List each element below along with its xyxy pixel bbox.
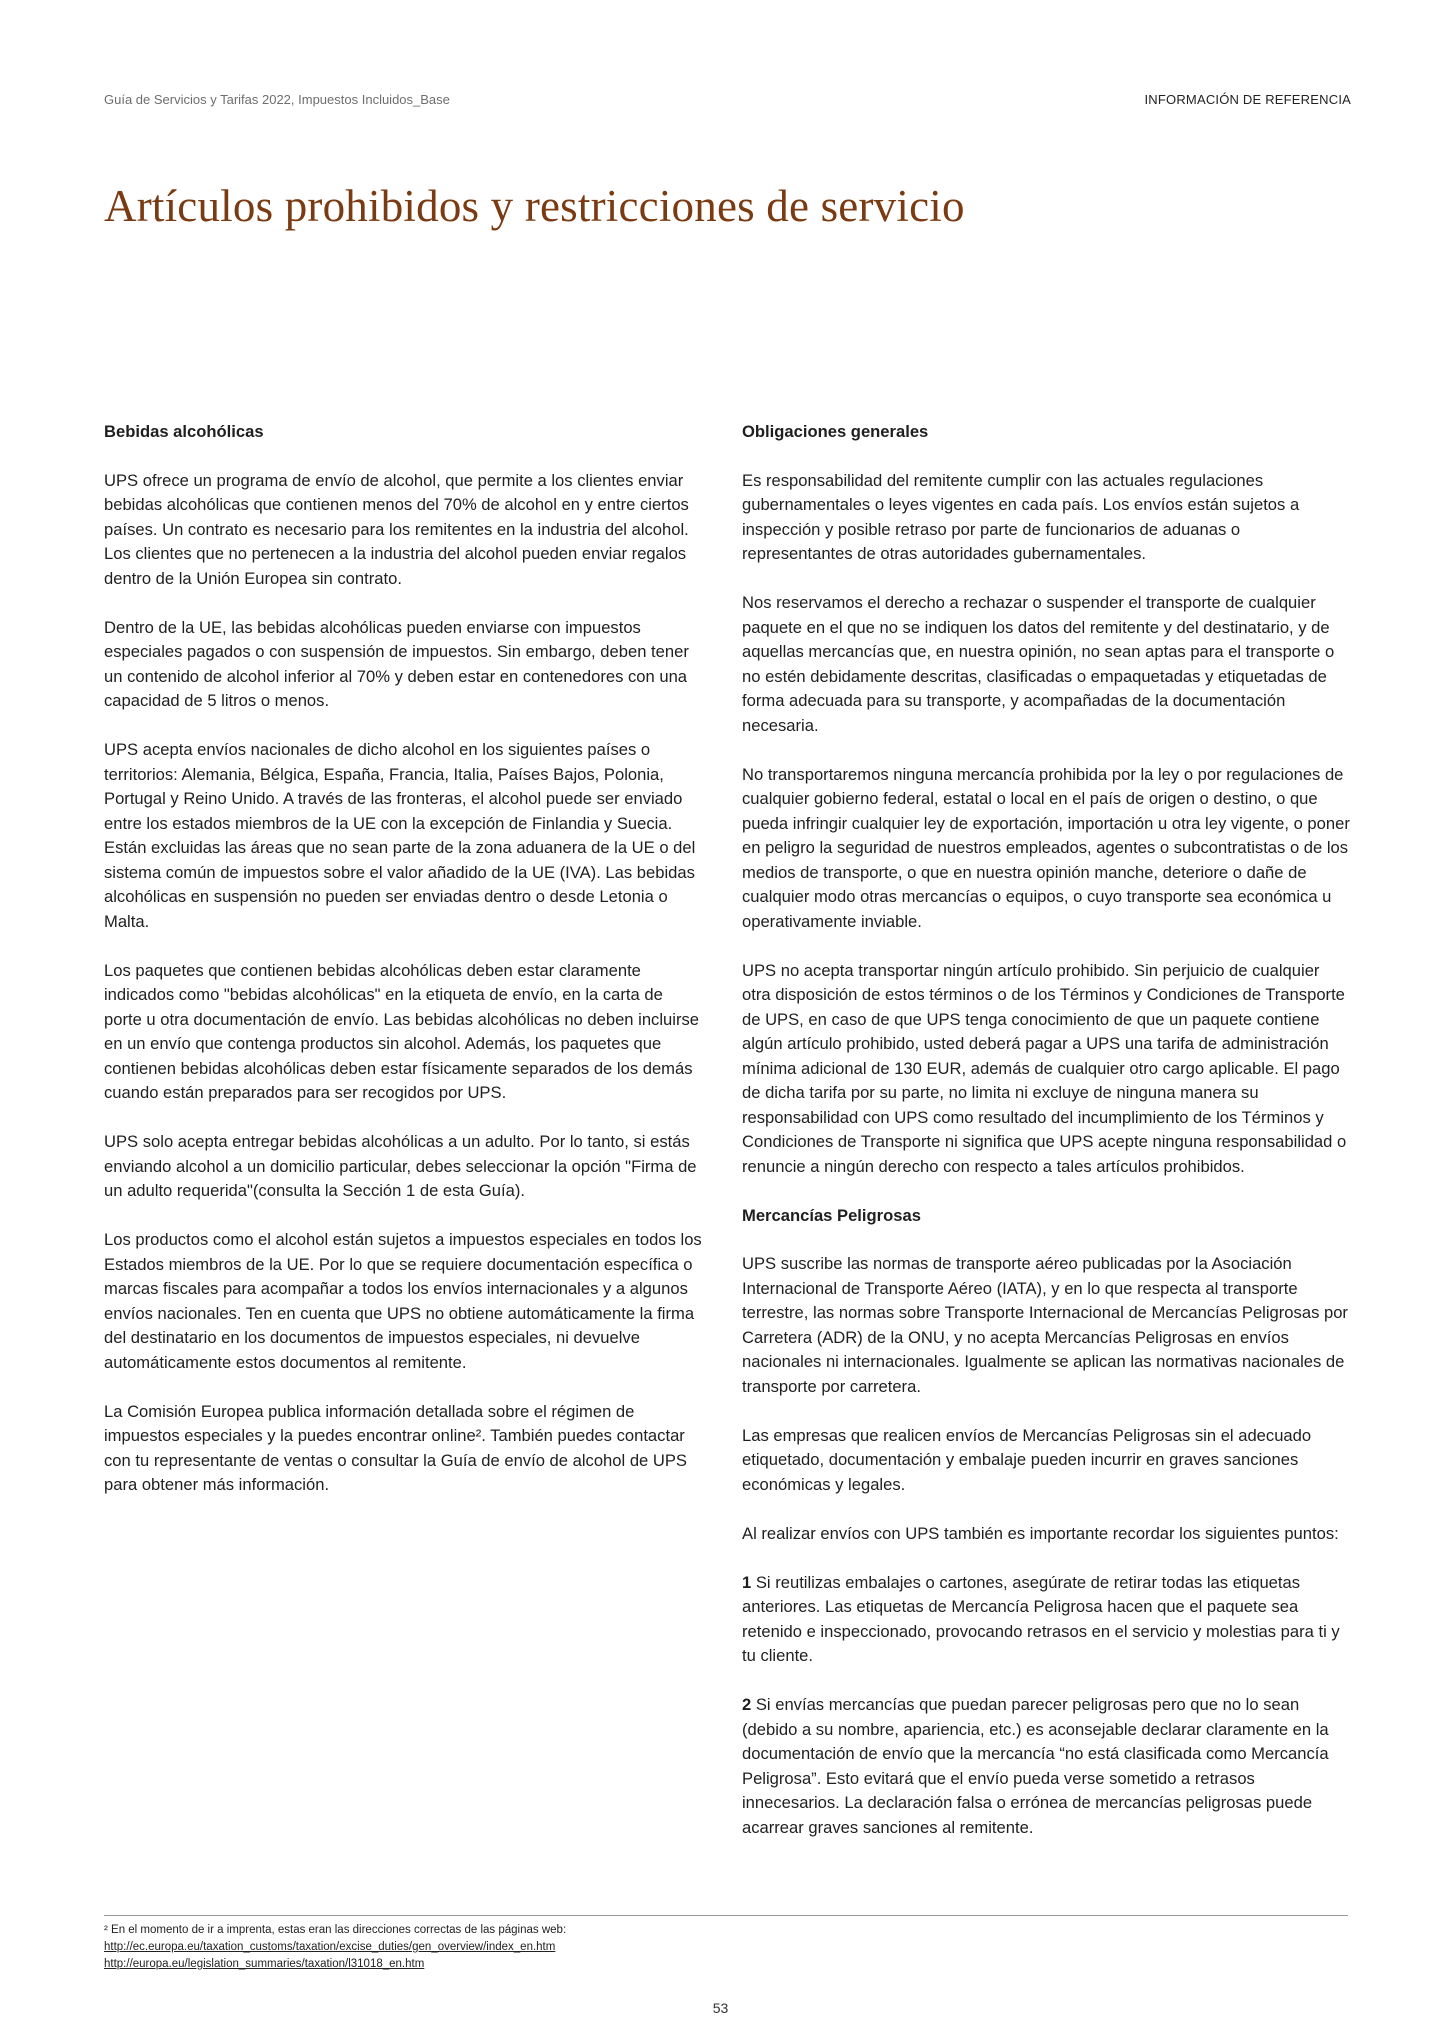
paragraph: UPS solo acepta entregar bebidas alcohólicas a un adulto. Por lo tanto, si estás enviando alcohol a un domicilio particular, debes seleccionar la opción "Firma de un adulto requerida"(consulta la Sección 1 de esta Guía). bbox=[104, 1132, 697, 1200]
item-text: Si envías mercancías que puedan parecer peligrosas pero que no lo sean (debido a su nombre, apariencia, etc.) es aconsejable declarar claramente en la documentación de envío que la mercancía “no está clasificada como Mercancía Peligrosa”. Esto evitará que el envío pueda verse sometido a retrasos innecesarios. La declaración falsa o errónea de mercancías peligrosas puede acarrear graves sanciones al remitente. bbox=[742, 1695, 1329, 1837]
paragraph: Las empresas que realicen envíos de Mercancías Peligrosas sin el adecuado etiquetado, documentación y embalaje pueden incurrir en graves sanciones económicas y legales. bbox=[742, 1425, 1312, 1494]
paragraph: Dentro de la UE, las bebidas alcohólicas pueden enviarse con impuestos especiales pagados o con suspensión de impuestos. Sin embargo, deben tener un contenido de alcohol inferior al 70% y deben estar en contenedores con una capacidad de 5 litros o menos. bbox=[104, 617, 689, 710]
paragraph: La Comisión Europea publica información detallada sobre el régimen de impuestos especiales y la puedes encontrar online². También puedes contactar con tu representante de ventas o consultar la Guía de envío de alcohol de UPS para obtener más información. bbox=[104, 1401, 688, 1494]
right-column bbox=[742, 420, 1352, 1865]
paragraph: Los paquetes que contienen bebidas alcohólicas deben estar claramente indicados como "bebidas alcohólicas" en la etiqueta de envío, en la carta de porte u otra documentación de envío. Las bebidas alcohólicas no deben incluirse en un envío que contenga productos sin alcohol. Además, los paquetes que contienen bebidas alcohólicas deben estar físicamente separados de los demás cuando están preparados para ser recogidos por UPS. bbox=[104, 960, 700, 1102]
paragraph: UPS ofrece un programa de envío de alcohol, que permite a los clientes enviar bebidas alcohólicas que contienen menos del 70% de alcohol en y entre ciertos países. Un contrato es necesario para los remitentes en la industria del alcohol. Los clientes que no pertenecen a la industria del alcohol pueden enviar regalos dentro de la Unión Europea sin contrato. bbox=[104, 470, 689, 588]
paragraph: Es responsabilidad del remitente cumplir con las actuales regulaciones gubernamentales o leyes vigentes en cada país. Los envíos están sujetos a inspección y posible retraso por parte de funcionarios de aduanas o representantes de otras autoridades gubernamentales. bbox=[742, 470, 1300, 563]
item-number: 1 bbox=[742, 1572, 752, 1592]
numbered-item bbox=[742, 1571, 1352, 1669]
left-column bbox=[104, 420, 704, 1522]
section-heading-general-obligations: Obligaciones generales bbox=[742, 422, 929, 441]
item-number: 2 bbox=[742, 1695, 752, 1714]
page-title: Artículos prohibidos y restricciones de servicio bbox=[104, 181, 965, 231]
paragraph: No transportaremos ninguna mercancía prohibida por la ley o por regulaciones de cualquier gobierno federal, estatal o local en el país de origen o destino, o que pueda infringir cualquier ley de exportación, importación u otra ley vigente, o poner en peligro la seguridad de nuestros empleados, agentes o subcontratistas o de los medios de transporte, o que en nuestra opinión manche, deteriore o dañe de cualquier modo otras mercancías o equipos, o cuyo transporte sea económica u operativamente inviable. bbox=[742, 764, 1350, 931]
item-text: Si reutilizas embalajes o cartones, asegúrate de retirar todas las etiquetas anteriores. Las etiquetas de Mercancía Peligrosa hacen que el paquete sea retenido e inspeccionado, provocando retrasos en el servicio y molestias para ti y tu cliente. bbox=[742, 1572, 1340, 1665]
page-number: 53 bbox=[712, 2000, 729, 2016]
paragraph: UPS acepta envíos nacionales de dicho alcohol en los siguientes países o territorios: Alemania, Bélgica, España, Francia, Italia, Países Bajos, Polonia, Portugal y Reino Unido. A través de las fronteras, el alcohol puede ser enviado entre los estados miembros de la UE con la excepción de Finlandia y Suecia. Están excluidas las áreas que no sean parte de la zona aduanera de la UE o del sistema común de impuestos sobre el valor añadido de la UE (IVA). Las bebidas alcohólicas en suspensión no pueden ser enviadas dentro o desde Letonia o Malta. bbox=[104, 740, 696, 931]
footnote-divider bbox=[104, 1915, 1348, 1916]
section-heading-dangerous-goods: Mercancías Peligrosas bbox=[742, 1205, 921, 1225]
paragraph: UPS suscribe las normas de transporte aéreo publicadas por la Asociación Internacional de Transporte Aéreo (IATA), y en lo que respecta al transporte terrestre, las normas sobre Transporte Internacional de Mercancías Peligrosas por Carretera (ADR) de la ONU, y no acepta Mercancías Peligrosas en envíos nacionales ni internacionales. Igualmente se aplican las normativas nacionales de transporte por carretera. bbox=[742, 1254, 1348, 1396]
paragraph: Nos reservamos el derecho a rechazar o suspender el transporte de cualquier paquete en el que no se indiquen los datos del remitente y del destinatario, y de aquellas mercancías que, en nuestra opinión, no sean aptas para el transporte o no estén debidamente descritas, clasificadas o empaquetadas y etiquetadas de forma adecuada para su transporte, y acompañadas de la documentación necesaria. bbox=[742, 593, 1335, 735]
header-document-title: Guía de Servicios y Tarifas 2022, Impuestos Incluidos_Base bbox=[104, 92, 450, 107]
header-section-label: INFORMACIÓN DE REFERENCIA bbox=[1144, 92, 1351, 107]
footnote-link[interactable]: http://europa.eu/legislation_summaries/taxation/l31018_en.htm bbox=[104, 1958, 425, 1970]
paragraph: Al realizar envíos con UPS también es importante recordar los siguientes puntos: bbox=[742, 1523, 1339, 1543]
footnote-link[interactable]: http://ec.europa.eu/taxation_customs/taxation/excise_duties/gen_overview/index_en.htm bbox=[104, 1941, 556, 1953]
paragraph: UPS no acepta transportar ningún artículo prohibido. Sin perjuicio de cualquier otra disposición de estos términos o de los Términos y Condiciones de Transporte de UPS, en caso de que UPS tenga conocimiento de que un paquete contiene algún artículo prohibido, usted deberá pagar a UPS una tarifa de administración mínima adicional de 130 EUR, además de cualquier otro cargo aplicable. El pago de dicha tarifa por su parte, no limita ni excluye de ninguna manera su responsabilidad con UPS como resultado del incumplimiento de los Términos y Condiciones de Transporte ni significa que UPS acepte ninguna responsabilidad o renuncie a ningún derecho con respecto a tales artículos prohibidos. bbox=[742, 960, 1347, 1176]
footnote-text: ² En el momento de ir a imprenta, estas eran las direcciones correctas de las páginas web: bbox=[104, 1924, 567, 1936]
footnotes bbox=[104, 1922, 566, 1973]
numbered-item bbox=[742, 1693, 1352, 1840]
section-heading-alcohol: Bebidas alcohólicas bbox=[104, 422, 264, 441]
paragraph: Los productos como el alcohol están sujetos a impuestos especiales en todos los Estados miembros de la UE. Por lo que se requiere documentación específica o marcas fiscales para acompañar a todos los envíos internacionales y a algunos envíos nacionales. Ten en cuenta que UPS no obtiene automáticamente la firma del destinatario en los documentos de impuestos especiales, ni devuelve automáticamente estos documentos al remitente. bbox=[104, 1230, 702, 1372]
